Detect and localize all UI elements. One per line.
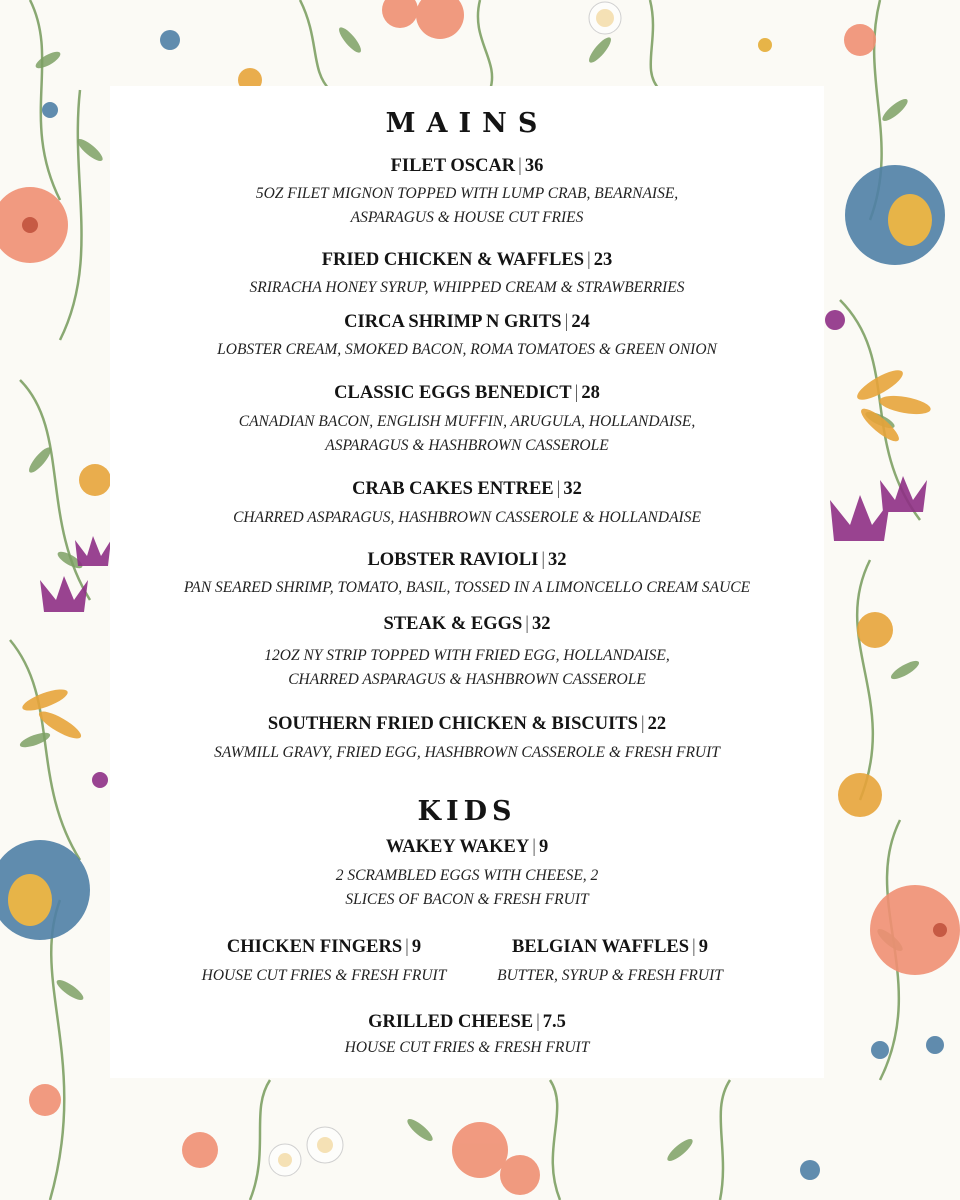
menu-item-title <box>110 1012 824 1033</box>
menu-item-title <box>110 479 824 500</box>
item-name: CRAB CAKES ENTREE <box>352 479 554 499</box>
item-description: ASPARAGUS & HASHBROWN CASSEROLE <box>325 437 609 454</box>
item-description: SLICES OF BACON & FRESH FRUIT <box>345 891 589 908</box>
item-description: HOUSE CUT FRIES & FRESH FRUIT <box>344 1039 590 1056</box>
price-separator: | <box>692 937 696 957</box>
item-name: STEAK & EGGS <box>383 614 523 634</box>
menu-item-title <box>396 937 824 958</box>
item-price: 9 <box>538 837 549 857</box>
menu-panel <box>110 86 824 1078</box>
item-price: 9 <box>698 937 708 957</box>
item-price: 32 <box>563 479 582 499</box>
menu-item-title <box>110 614 824 635</box>
menu-item-title <box>110 837 824 858</box>
price-separator: | <box>564 312 569 332</box>
menu-item-title <box>110 714 824 735</box>
price-separator: | <box>536 1012 540 1032</box>
item-description: CHARRED ASPARAGUS & HASHBROWN CASSEROLE <box>288 671 646 688</box>
item-price: 7.5 <box>542 1012 566 1032</box>
price-separator: | <box>587 250 591 270</box>
item-price: 22 <box>647 714 667 734</box>
item-name: SOUTHERN FRIED CHICKEN & BISCUITS <box>267 714 638 734</box>
item-price: 32 <box>532 614 551 634</box>
item-description: LOBSTER CREAM, SMOKED BACON, ROMA TOMATOES & GREEN ONION <box>217 341 717 358</box>
price-separator: | <box>541 550 546 570</box>
item-description: CANADIAN BACON, ENGLISH MUFFIN, ARUGULA, HOLLANDAISE, <box>238 413 696 430</box>
item-description: CHARRED ASPARAGUS, HASHBROWN CASSEROLE & HOLLANDAISE <box>233 509 701 526</box>
price-separator: | <box>525 614 529 634</box>
price-separator: | <box>532 837 536 857</box>
item-price: 9 <box>411 937 422 957</box>
item-price: 36 <box>524 156 544 176</box>
item-description: SAWMILL GRAVY, FRIED EGG, HASHBROWN CASSEROLE & FRESH FRUIT <box>214 744 720 761</box>
menu-item-title <box>110 550 824 571</box>
item-description: 5OZ FILET MIGNON TOPPED WITH LUMP CRAB, BEARNAISE, <box>255 185 679 202</box>
item-description: HOUSE CUT FRIES & FRESH FRUIT <box>201 967 447 984</box>
item-name: FILET OSCAR <box>390 156 516 176</box>
price-separator: | <box>405 937 409 957</box>
price-separator: | <box>518 156 522 176</box>
item-description: ASPARAGUS & HOUSE CUT FRIES <box>350 209 584 226</box>
item-price: 23 <box>593 250 613 270</box>
item-name: CIRCA SHRIMP N GRITS <box>344 312 562 332</box>
item-name: CLASSIC EGGS BENEDICT <box>334 383 572 403</box>
price-separator: | <box>640 714 645 734</box>
menu-item-title <box>110 312 824 333</box>
item-description: SRIRACHA HONEY SYRUP, WHIPPED CREAM & STRAWBERRIES <box>249 279 685 296</box>
menu-item-title <box>110 156 824 177</box>
menu-item-title <box>110 250 824 271</box>
item-name: GRILLED CHEESE <box>368 1012 534 1032</box>
item-price: 24 <box>571 312 590 332</box>
item-name: FRIED CHICKEN & WAFFLES <box>321 250 585 270</box>
item-price: 28 <box>581 383 600 403</box>
section-heading-mains: MAINS <box>385 108 549 139</box>
item-description: 2 SCRAMBLED EGGS WITH CHEESE, 2 <box>335 867 599 884</box>
section-heading-kids: KIDS <box>417 796 517 827</box>
item-description: 12OZ NY STRIP TOPPED WITH FRIED EGG, HOLLANDAISE, <box>264 647 670 664</box>
item-name: LOBSTER RAVIOLI <box>367 550 539 570</box>
price-separator: | <box>574 383 579 403</box>
price-separator: | <box>556 479 561 499</box>
item-name: CHICKEN FINGERS <box>226 937 403 957</box>
menu-item-title <box>110 383 824 404</box>
item-description: BUTTER, SYRUP & FRESH FRUIT <box>497 967 723 984</box>
item-price: 32 <box>548 550 567 570</box>
item-description: PAN SEARED SHRIMP, TOMATO, BASIL, TOSSED IN A LIMONCELLO CREAM SAUCE <box>183 579 751 596</box>
item-name: WAKEY WAKEY <box>385 837 530 857</box>
item-name: BELGIAN WAFFLES <box>512 937 690 957</box>
